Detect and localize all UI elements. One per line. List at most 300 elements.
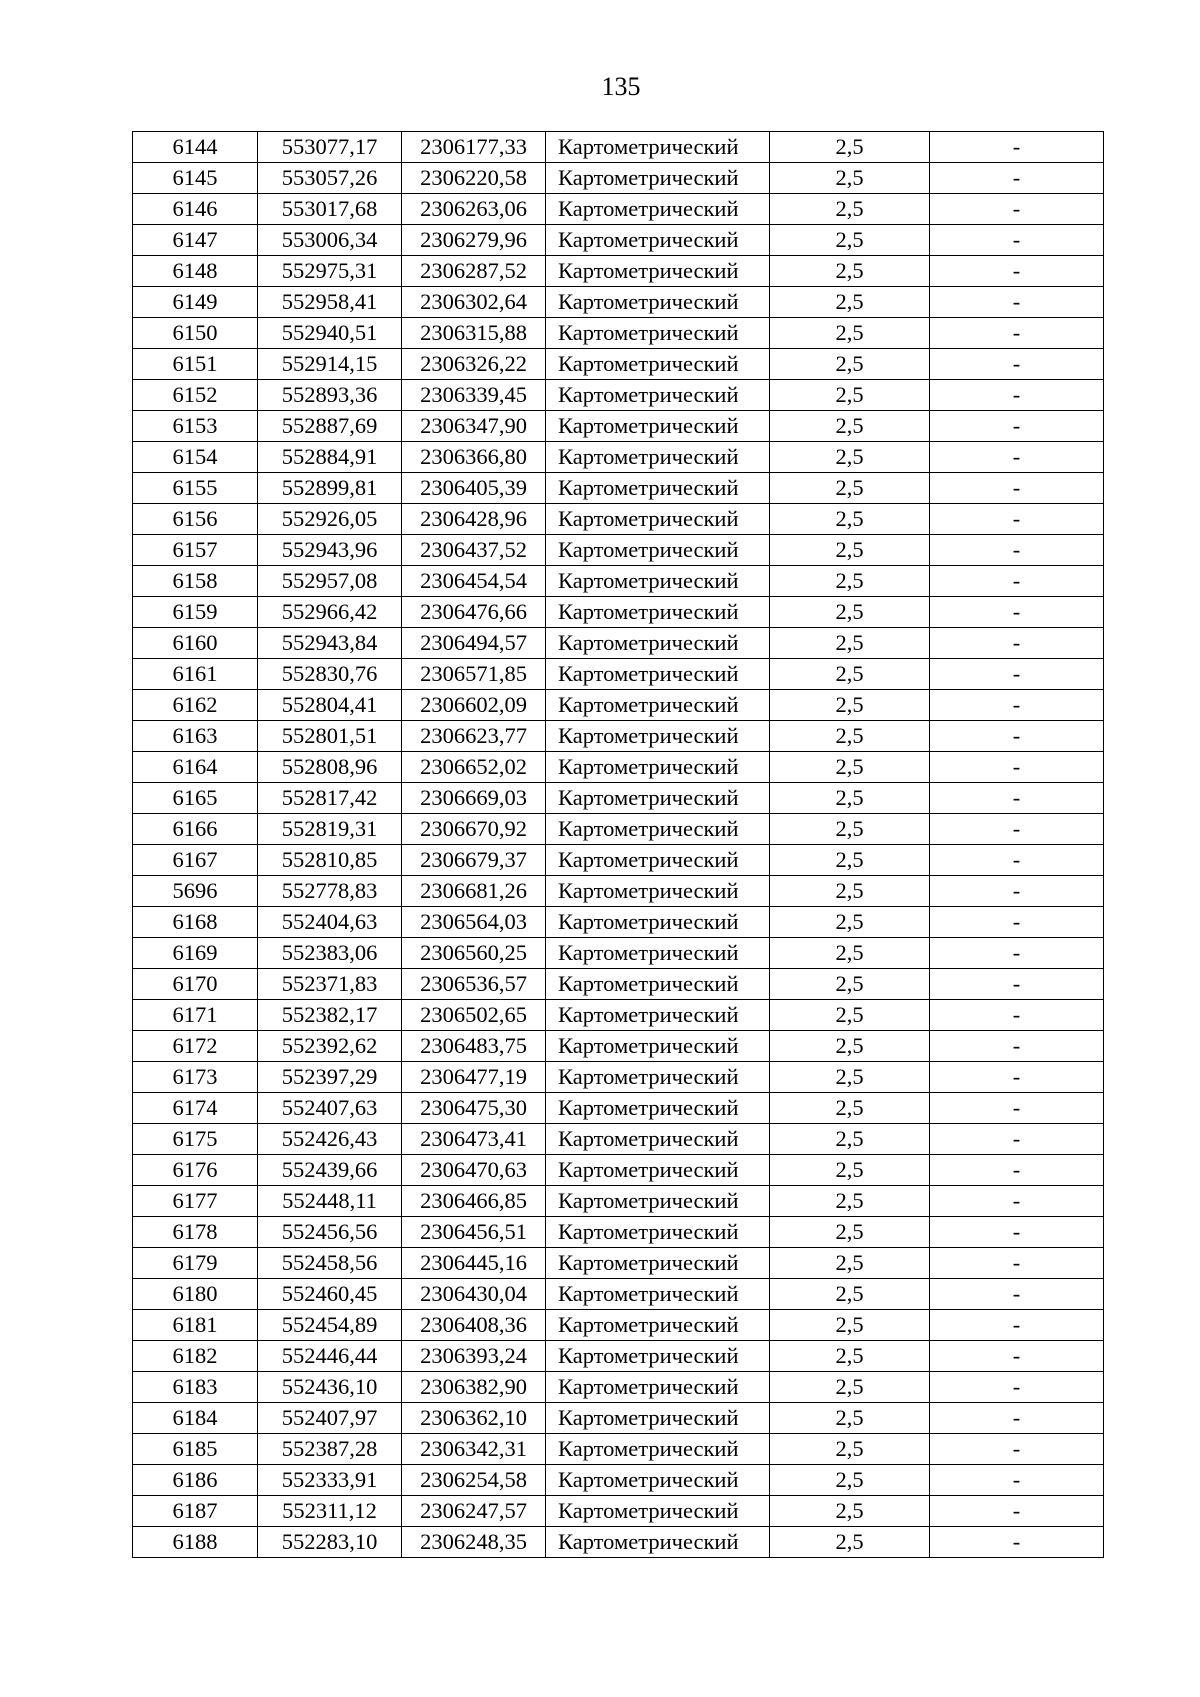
table-row [133,752,1104,783]
point-number-cell: 6173 [133,1062,258,1093]
table-row [133,1496,1104,1527]
description-cell: - [930,566,1104,597]
method-cell: Картометрический [546,845,770,876]
y-coordinate-cell: 2306502,65 [402,1000,546,1031]
method-cell: Картометрический [546,597,770,628]
point-number-cell: 6164 [133,752,258,783]
y-coordinate-cell: 2306483,75 [402,1031,546,1062]
point-number-cell: 6182 [133,1341,258,1372]
y-coordinate-cell: 2306564,03 [402,907,546,938]
accuracy-cell: 2,5 [770,318,930,349]
accuracy-cell: 2,5 [770,256,930,287]
table-row [133,1217,1104,1248]
y-coordinate-cell: 2306560,25 [402,938,546,969]
x-coordinate-cell: 552446,44 [258,1341,402,1372]
accuracy-cell: 2,5 [770,1155,930,1186]
table-row [133,1031,1104,1062]
table-row [133,1527,1104,1558]
y-coordinate-cell: 2306254,58 [402,1465,546,1496]
description-cell: - [930,1000,1104,1031]
y-coordinate-cell: 2306362,10 [402,1403,546,1434]
description-cell: - [930,287,1104,318]
accuracy-cell: 2,5 [770,380,930,411]
accuracy-cell: 2,5 [770,1217,930,1248]
table-row [133,814,1104,845]
method-cell: Картометрический [546,1341,770,1372]
point-number-cell: 6144 [133,132,258,163]
accuracy-cell: 2,5 [770,597,930,628]
x-coordinate-cell: 552458,56 [258,1248,402,1279]
description-cell: - [930,411,1104,442]
x-coordinate-cell: 552311,12 [258,1496,402,1527]
table-row [133,1248,1104,1279]
x-coordinate-cell: 552817,42 [258,783,402,814]
x-coordinate-cell: 552371,83 [258,969,402,1000]
description-cell: - [930,1310,1104,1341]
description-cell: - [930,1031,1104,1062]
method-cell: Картометрический [546,1527,770,1558]
method-cell: Картометрический [546,1372,770,1403]
accuracy-cell: 2,5 [770,1403,930,1434]
description-cell: - [930,1372,1104,1403]
table-row [133,349,1104,380]
y-coordinate-cell: 2306220,58 [402,163,546,194]
description-cell: - [930,1124,1104,1155]
y-coordinate-cell: 2306475,30 [402,1093,546,1124]
description-cell: - [930,1248,1104,1279]
y-coordinate-cell: 2306342,31 [402,1434,546,1465]
method-cell: Картометрический [546,473,770,504]
point-number-cell: 6152 [133,380,258,411]
accuracy-cell: 2,5 [770,1093,930,1124]
accuracy-cell: 2,5 [770,411,930,442]
x-coordinate-cell: 552454,89 [258,1310,402,1341]
point-number-cell: 6188 [133,1527,258,1558]
y-coordinate-cell: 2306437,52 [402,535,546,566]
x-coordinate-cell: 552899,81 [258,473,402,504]
method-cell: Картометрический [546,721,770,752]
point-number-cell: 6185 [133,1434,258,1465]
x-coordinate-cell: 552958,41 [258,287,402,318]
accuracy-cell: 2,5 [770,845,930,876]
table-row [133,380,1104,411]
table-row [133,938,1104,969]
method-cell: Картометрический [546,1124,770,1155]
method-cell: Картометрический [546,1217,770,1248]
page-number: 135 [601,72,641,101]
method-cell: Картометрический [546,814,770,845]
description-cell: - [930,721,1104,752]
accuracy-cell: 2,5 [770,132,930,163]
y-coordinate-cell: 2306430,04 [402,1279,546,1310]
point-number-cell: 6172 [133,1031,258,1062]
point-number-cell: 6162 [133,690,258,721]
method-cell: Картометрический [546,628,770,659]
accuracy-cell: 2,5 [770,1310,930,1341]
point-number-cell: 6186 [133,1465,258,1496]
x-coordinate-cell: 552407,63 [258,1093,402,1124]
method-cell: Картометрический [546,411,770,442]
x-coordinate-cell: 552456,56 [258,1217,402,1248]
table-row [133,1186,1104,1217]
accuracy-cell: 2,5 [770,1062,930,1093]
y-coordinate-cell: 2306347,90 [402,411,546,442]
description-cell: - [930,1217,1104,1248]
x-coordinate-cell: 552387,28 [258,1434,402,1465]
point-number-cell: 6158 [133,566,258,597]
description-cell: - [930,1093,1104,1124]
accuracy-cell: 2,5 [770,535,930,566]
y-coordinate-cell: 2306247,57 [402,1496,546,1527]
coordinates-table-body [133,132,1104,1558]
x-coordinate-cell: 552383,06 [258,938,402,969]
table-row [133,225,1104,256]
description-cell: - [930,256,1104,287]
accuracy-cell: 2,5 [770,907,930,938]
table-row [133,535,1104,566]
table-row [133,194,1104,225]
x-coordinate-cell: 552397,29 [258,1062,402,1093]
point-number-cell: 6177 [133,1186,258,1217]
point-number-cell: 5696 [133,876,258,907]
y-coordinate-cell: 2306623,77 [402,721,546,752]
x-coordinate-cell: 553057,26 [258,163,402,194]
accuracy-cell: 2,5 [770,1279,930,1310]
table-row [133,504,1104,535]
method-cell: Картометрический [546,566,770,597]
method-cell: Картометрический [546,256,770,287]
description-cell: - [930,194,1104,225]
table-row [133,411,1104,442]
x-coordinate-cell: 552957,08 [258,566,402,597]
table-row [133,1000,1104,1031]
accuracy-cell: 2,5 [770,1124,930,1155]
x-coordinate-cell: 552943,96 [258,535,402,566]
y-coordinate-cell: 2306393,24 [402,1341,546,1372]
method-cell: Картометрический [546,1093,770,1124]
y-coordinate-cell: 2306476,66 [402,597,546,628]
accuracy-cell: 2,5 [770,442,930,473]
point-number-cell: 6159 [133,597,258,628]
point-number-cell: 6175 [133,1124,258,1155]
method-cell: Картометрический [546,1496,770,1527]
description-cell: - [930,969,1104,1000]
description-cell: - [930,225,1104,256]
description-cell: - [930,1403,1104,1434]
accuracy-cell: 2,5 [770,783,930,814]
y-coordinate-cell: 2306466,85 [402,1186,546,1217]
accuracy-cell: 2,5 [770,690,930,721]
accuracy-cell: 2,5 [770,752,930,783]
x-coordinate-cell: 552436,10 [258,1372,402,1403]
x-coordinate-cell: 552887,69 [258,411,402,442]
point-number-cell: 6153 [133,411,258,442]
description-cell: - [930,907,1104,938]
method-cell: Картометрический [546,1465,770,1496]
table-row [133,1093,1104,1124]
x-coordinate-cell: 553006,34 [258,225,402,256]
point-number-cell: 6156 [133,504,258,535]
y-coordinate-cell: 2306670,92 [402,814,546,845]
y-coordinate-cell: 2306408,36 [402,1310,546,1341]
method-cell: Картометрический [546,225,770,256]
table-row [133,287,1104,318]
y-coordinate-cell: 2306456,51 [402,1217,546,1248]
point-number-cell: 6157 [133,535,258,566]
table-row [133,132,1104,163]
description-cell: - [930,783,1104,814]
accuracy-cell: 2,5 [770,1341,930,1372]
point-number-cell: 6155 [133,473,258,504]
accuracy-cell: 2,5 [770,938,930,969]
method-cell: Картометрический [546,442,770,473]
y-coordinate-cell: 2306679,37 [402,845,546,876]
accuracy-cell: 2,5 [770,504,930,535]
y-coordinate-cell: 2306602,09 [402,690,546,721]
y-coordinate-cell: 2306470,63 [402,1155,546,1186]
method-cell: Картометрический [546,690,770,721]
y-coordinate-cell: 2306366,80 [402,442,546,473]
method-cell: Картометрический [546,752,770,783]
method-cell: Картометрический [546,1186,770,1217]
method-cell: Картометрический [546,938,770,969]
method-cell: Картометрический [546,504,770,535]
method-cell: Картометрический [546,318,770,349]
description-cell: - [930,845,1104,876]
description-cell: - [930,318,1104,349]
table-row [133,1403,1104,1434]
accuracy-cell: 2,5 [770,163,930,194]
point-number-cell: 6178 [133,1217,258,1248]
description-cell: - [930,628,1104,659]
point-number-cell: 6183 [133,1372,258,1403]
method-cell: Картометрический [546,163,770,194]
description-cell: - [930,473,1104,504]
table-row [133,1434,1104,1465]
point-number-cell: 6169 [133,938,258,969]
x-coordinate-cell: 552926,05 [258,504,402,535]
y-coordinate-cell: 2306494,57 [402,628,546,659]
description-cell: - [930,938,1104,969]
table-row [133,659,1104,690]
point-number-cell: 6184 [133,1403,258,1434]
y-coordinate-cell: 2306454,54 [402,566,546,597]
y-coordinate-cell: 2306177,33 [402,132,546,163]
description-cell: - [930,349,1104,380]
description-cell: - [930,690,1104,721]
y-coordinate-cell: 2306326,22 [402,349,546,380]
point-number-cell: 6146 [133,194,258,225]
method-cell: Картометрический [546,1310,770,1341]
description-cell: - [930,1186,1104,1217]
x-coordinate-cell: 553017,68 [258,194,402,225]
y-coordinate-cell: 2306669,03 [402,783,546,814]
table-row [133,566,1104,597]
accuracy-cell: 2,5 [770,1465,930,1496]
y-coordinate-cell: 2306248,35 [402,1527,546,1558]
point-number-cell: 6160 [133,628,258,659]
x-coordinate-cell: 552943,84 [258,628,402,659]
description-cell: - [930,1434,1104,1465]
x-coordinate-cell: 552914,15 [258,349,402,380]
point-number-cell: 6166 [133,814,258,845]
accuracy-cell: 2,5 [770,1186,930,1217]
table-row [133,1372,1104,1403]
description-cell: - [930,535,1104,566]
method-cell: Картометрический [546,535,770,566]
table-row [133,690,1104,721]
x-coordinate-cell: 552975,31 [258,256,402,287]
x-coordinate-cell: 552810,85 [258,845,402,876]
table-row [133,969,1104,1000]
y-coordinate-cell: 2306536,57 [402,969,546,1000]
accuracy-cell: 2,5 [770,349,930,380]
table-row [133,1124,1104,1155]
x-coordinate-cell: 552808,96 [258,752,402,783]
table-row [133,1341,1104,1372]
description-cell: - [930,163,1104,194]
table-row [133,907,1104,938]
point-number-cell: 6147 [133,225,258,256]
x-coordinate-cell: 552404,63 [258,907,402,938]
y-coordinate-cell: 2306302,64 [402,287,546,318]
x-coordinate-cell: 552801,51 [258,721,402,752]
y-coordinate-cell: 2306445,16 [402,1248,546,1279]
method-cell: Картометрический [546,876,770,907]
x-coordinate-cell: 552804,41 [258,690,402,721]
description-cell: - [930,876,1104,907]
accuracy-cell: 2,5 [770,225,930,256]
method-cell: Картометрический [546,1062,770,1093]
point-number-cell: 6154 [133,442,258,473]
point-number-cell: 6168 [133,907,258,938]
x-coordinate-cell: 552893,36 [258,380,402,411]
x-coordinate-cell: 552392,62 [258,1031,402,1062]
point-number-cell: 6165 [133,783,258,814]
x-coordinate-cell: 552966,42 [258,597,402,628]
point-number-cell: 6179 [133,1248,258,1279]
description-cell: - [930,1341,1104,1372]
y-coordinate-cell: 2306681,26 [402,876,546,907]
method-cell: Картометрический [546,783,770,814]
accuracy-cell: 2,5 [770,1434,930,1465]
x-coordinate-cell: 552407,97 [258,1403,402,1434]
accuracy-cell: 2,5 [770,1248,930,1279]
table-row [133,318,1104,349]
x-coordinate-cell: 552884,91 [258,442,402,473]
point-number-cell: 6145 [133,163,258,194]
method-cell: Картометрический [546,287,770,318]
description-cell: - [930,597,1104,628]
accuracy-cell: 2,5 [770,876,930,907]
point-number-cell: 6176 [133,1155,258,1186]
x-coordinate-cell: 552940,51 [258,318,402,349]
description-cell: - [930,380,1104,411]
accuracy-cell: 2,5 [770,1372,930,1403]
method-cell: Картометрический [546,194,770,225]
y-coordinate-cell: 2306263,06 [402,194,546,225]
table-row [133,1062,1104,1093]
y-coordinate-cell: 2306315,88 [402,318,546,349]
point-number-cell: 6151 [133,349,258,380]
x-coordinate-cell: 552448,11 [258,1186,402,1217]
description-cell: - [930,442,1104,473]
point-number-cell: 6167 [133,845,258,876]
description-cell: - [930,1527,1104,1558]
accuracy-cell: 2,5 [770,1527,930,1558]
y-coordinate-cell: 2306405,39 [402,473,546,504]
table-row [133,473,1104,504]
accuracy-cell: 2,5 [770,194,930,225]
description-cell: - [930,1465,1104,1496]
x-coordinate-cell: 552778,83 [258,876,402,907]
description-cell: - [930,752,1104,783]
method-cell: Картометрический [546,1279,770,1310]
y-coordinate-cell: 2306339,45 [402,380,546,411]
point-number-cell: 6148 [133,256,258,287]
point-number-cell: 6187 [133,1496,258,1527]
accuracy-cell: 2,5 [770,1496,930,1527]
table-row [133,1310,1104,1341]
description-cell: - [930,1496,1104,1527]
x-coordinate-cell: 552819,31 [258,814,402,845]
description-cell: - [930,504,1104,535]
method-cell: Картометрический [546,1248,770,1279]
method-cell: Картометрический [546,1000,770,1031]
description-cell: - [930,814,1104,845]
point-number-cell: 6163 [133,721,258,752]
description-cell: - [930,1155,1104,1186]
y-coordinate-cell: 2306652,02 [402,752,546,783]
method-cell: Картометрический [546,1403,770,1434]
table-row [133,628,1104,659]
table-row [133,721,1104,752]
method-cell: Картометрический [546,380,770,411]
method-cell: Картометрический [546,132,770,163]
table-row [133,442,1104,473]
method-cell: Картометрический [546,1031,770,1062]
method-cell: Картометрический [546,349,770,380]
accuracy-cell: 2,5 [770,566,930,597]
y-coordinate-cell: 2306287,52 [402,256,546,287]
x-coordinate-cell: 552460,45 [258,1279,402,1310]
table-row [133,597,1104,628]
point-number-cell: 6149 [133,287,258,318]
description-cell: - [930,1062,1104,1093]
description-cell: - [930,659,1104,690]
accuracy-cell: 2,5 [770,721,930,752]
point-number-cell: 6150 [133,318,258,349]
x-coordinate-cell: 552382,17 [258,1000,402,1031]
y-coordinate-cell: 2306382,90 [402,1372,546,1403]
accuracy-cell: 2,5 [770,969,930,1000]
y-coordinate-cell: 2306477,19 [402,1062,546,1093]
x-coordinate-cell: 553077,17 [258,132,402,163]
table-row [133,1279,1104,1310]
y-coordinate-cell: 2306428,96 [402,504,546,535]
x-coordinate-cell: 552439,66 [258,1155,402,1186]
coordinates-table [132,131,1104,1558]
x-coordinate-cell: 552830,76 [258,659,402,690]
method-cell: Картометрический [546,969,770,1000]
table-row [133,163,1104,194]
y-coordinate-cell: 2306473,41 [402,1124,546,1155]
point-number-cell: 6171 [133,1000,258,1031]
method-cell: Картометрический [546,1434,770,1465]
table-row [133,256,1104,287]
accuracy-cell: 2,5 [770,628,930,659]
y-coordinate-cell: 2306571,85 [402,659,546,690]
